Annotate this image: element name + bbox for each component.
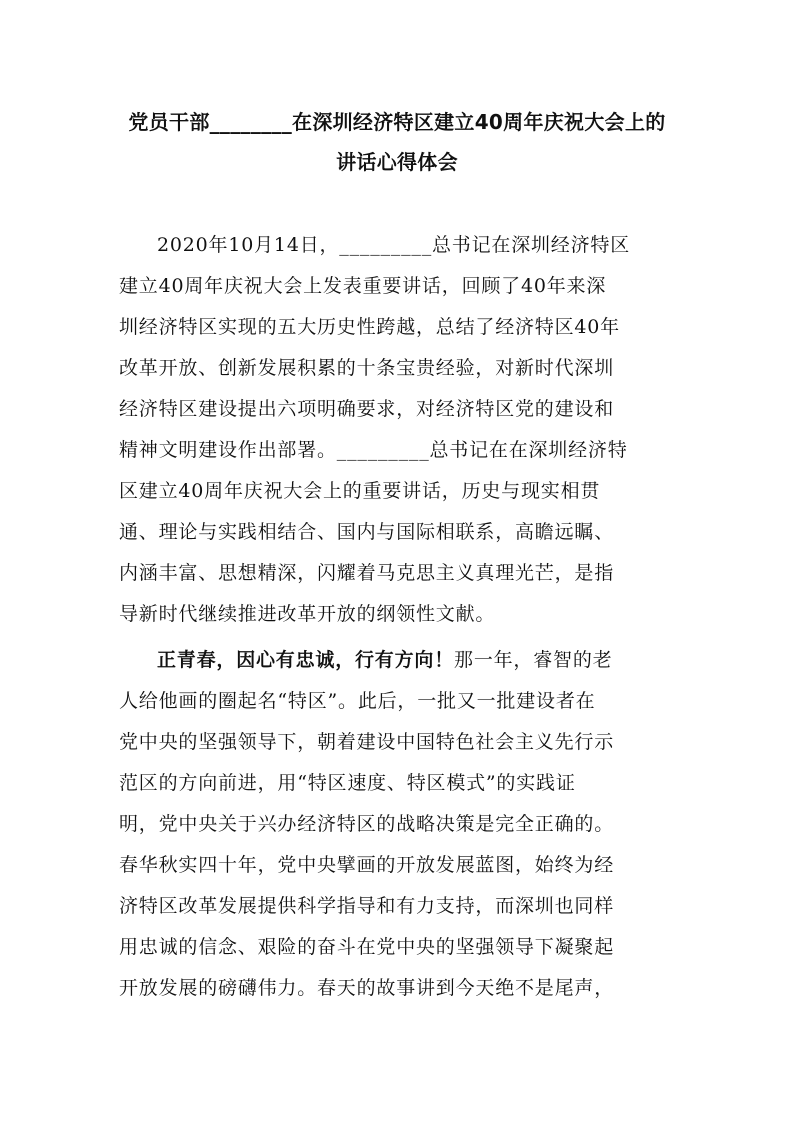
body-text bbox=[119, 0, 681, 1123]
paragraph-2-bold-lead: 正青春，因心有忠诚，行有方向！ bbox=[157, 649, 455, 671]
paragraph-1-line: 内涵丰富、思想精深，闪耀着马克思主义真理光芒，是指 bbox=[119, 562, 615, 584]
paragraph-1-line: 导新时代继续推进改革开放的纲领性文献。 bbox=[119, 603, 496, 625]
paragraph-2-line: 济特区改革发展提供科学指导和有力支持，而深圳也同样 bbox=[119, 895, 615, 917]
paragraph-2-first-line bbox=[157, 647, 612, 674]
paragraph-1-line: 精神文明建设作出部署。_________总书记在在深圳经济特 bbox=[119, 439, 628, 461]
document-title-line-1: 党员干部________在深圳经济特区建立40周年庆祝大会上的 bbox=[128, 110, 666, 134]
paragraph-2-line: 用忠诚的信念、艰险的奋斗在党中央的坚强领导下凝聚起 bbox=[119, 936, 615, 958]
paragraph-2-lead-rest: 那一年，睿智的老 bbox=[454, 649, 613, 671]
paragraph-2-line: 人给他画的圈起名“特区”。此后，一批又一批建设者在 bbox=[119, 690, 596, 712]
paragraph-1-line: 圳经济特区实现的五大历史性跨越，总结了经济特区40年 bbox=[119, 316, 620, 338]
paragraph-1-line: 区建立40周年庆祝大会上的重要讲话，历史与现实相贯 bbox=[119, 480, 601, 502]
paragraph-1-line: 2020年10月14日，_________总书记在深圳经济特区 bbox=[157, 234, 631, 256]
paragraph-2-line: 开放发展的磅礴伟力。春天的故事讲到今天绝不是尾声， bbox=[119, 977, 615, 999]
paragraph-1-line: 建立40周年庆祝大会上发表重要讲话，回顾了40年来深 bbox=[119, 275, 607, 297]
paragraph-1-line: 改革开放、创新发展积累的十条宝贵经验，对新时代深圳 bbox=[119, 357, 615, 379]
paragraph-1-line: 通、理论与实践相结合、国内与国际相联系，高瞻远瞩、 bbox=[119, 521, 615, 543]
paragraph-2-line: 春华秋实四十年，党中央擘画的开放发展蓝图，始终为经 bbox=[119, 854, 615, 876]
paragraph-2-line: 明，党中央关于兴办经济特区的战略决策是完全正确的。 bbox=[119, 813, 615, 835]
document-title-line-2: 讲话心得体会 bbox=[336, 150, 458, 174]
paragraph-2-line: 党中央的坚强领导下，朝着建设中国特色社会主义先行示 bbox=[119, 731, 615, 753]
paragraph-1-line: 经济特区建设提出六项明确要求，对经济特区党的建设和 bbox=[119, 398, 615, 420]
paragraph-2-line: 范区的方向前进，用“特区速度、特区模式”的实践证 bbox=[119, 772, 576, 794]
